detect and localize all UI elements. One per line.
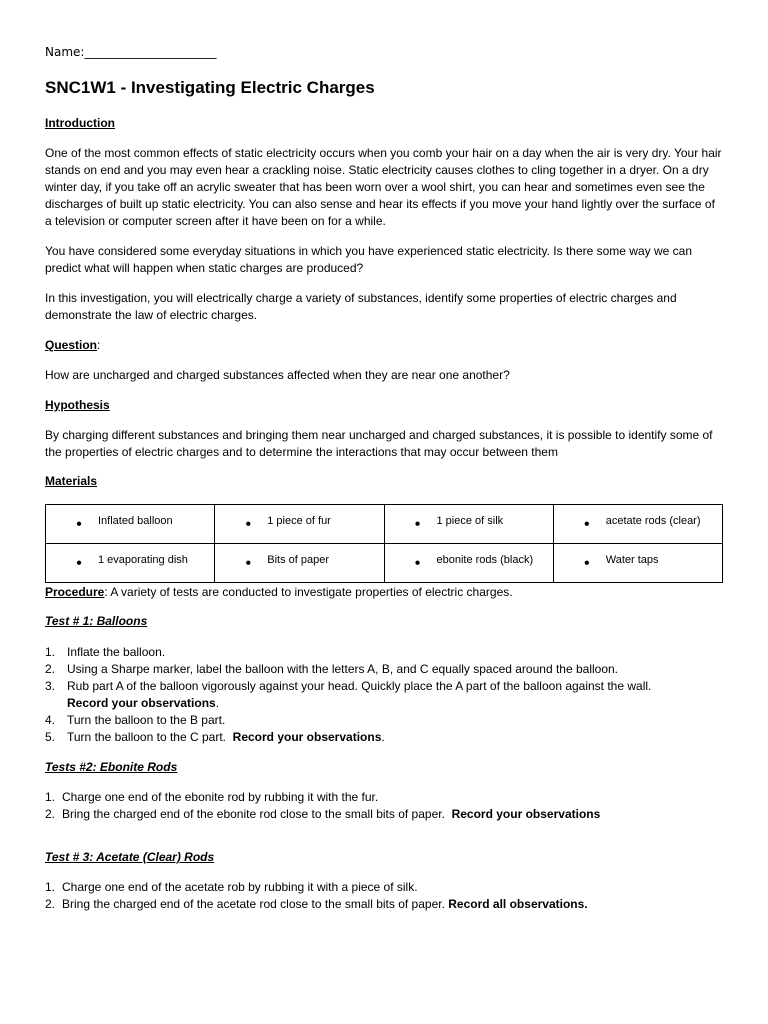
step-emphasis: Record your observations bbox=[232, 730, 382, 744]
materials-heading: Materials bbox=[45, 474, 98, 488]
materials-cell bbox=[553, 505, 722, 544]
materials-cell bbox=[215, 505, 384, 544]
step-number: 2. bbox=[45, 897, 56, 911]
step-number: 2. bbox=[45, 662, 56, 676]
step-text: Turn the balloon to the B part. bbox=[67, 713, 226, 727]
step-number: 2. bbox=[45, 807, 56, 821]
materials-table bbox=[45, 504, 723, 583]
material-item: 1 piece of fur bbox=[267, 515, 331, 527]
material-item: Inflated balloon bbox=[98, 515, 173, 527]
materials-row bbox=[46, 505, 723, 544]
test2-steps bbox=[45, 789, 725, 823]
step-emphasis: Record all observations. bbox=[448, 897, 588, 911]
name-field bbox=[45, 45, 216, 59]
procedure-heading: Procedure bbox=[45, 585, 105, 599]
material-item: 1 piece of silk bbox=[436, 515, 504, 527]
bullet-icon: ● bbox=[76, 557, 83, 569]
procedure-text: : A variety of tests are conducted to investigate properties of electric charges. bbox=[104, 585, 513, 599]
test1-steps bbox=[45, 644, 725, 746]
test3-heading: Test # 3: Acetate (Clear) Rods bbox=[45, 850, 215, 864]
bullet-icon: ● bbox=[245, 518, 252, 530]
step-number: 1. bbox=[45, 880, 56, 894]
step-number: 1. bbox=[45, 645, 56, 659]
list-item bbox=[45, 729, 725, 746]
step-text: Using a Sharpe marker, label the balloon with the letters A, B, and C equally spaced around the balloon. bbox=[67, 662, 619, 676]
bullet-icon: ● bbox=[76, 518, 83, 530]
list-item bbox=[45, 879, 725, 896]
materials-cell bbox=[46, 505, 215, 544]
test2-heading: Tests #2: Ebonite Rods bbox=[45, 760, 178, 774]
hypothesis-text: By charging different substances and bringing them near uncharged and charged substances, it is possible to identify some of the properties of electric charges and to determine the interactions that may occur between them bbox=[45, 428, 713, 459]
list-item bbox=[45, 644, 725, 661]
step-emphasis: Record your observations bbox=[451, 807, 601, 821]
bullet-icon: ● bbox=[245, 557, 252, 569]
list-item bbox=[45, 789, 725, 806]
bullet-icon: ● bbox=[414, 557, 421, 569]
step-text: Inflate the balloon. bbox=[67, 645, 166, 659]
materials-cell bbox=[384, 544, 553, 583]
list-item bbox=[45, 806, 725, 823]
material-item: Water taps bbox=[605, 554, 659, 566]
step-number: 3. bbox=[45, 679, 56, 693]
question-heading: Question bbox=[45, 338, 98, 352]
step-number: 4. bbox=[45, 713, 56, 727]
list-item bbox=[45, 896, 725, 913]
test1-heading: Test # 1: Balloons bbox=[45, 614, 148, 628]
name-label: Name: bbox=[45, 45, 85, 59]
material-item: acetate rods (clear) bbox=[605, 515, 701, 527]
page-title: SNC1W1 - Investigating Electric Charges bbox=[45, 78, 375, 97]
step-text: Turn the balloon to the C part. bbox=[67, 730, 233, 744]
step-punctuation: . bbox=[215, 696, 220, 710]
material-item: ebonite rods (black) bbox=[436, 554, 534, 566]
step-number: 5. bbox=[45, 730, 56, 744]
step-text: Rub part A of the balloon vigorously against your head. Quickly place the A part of the balloon against the wall. bbox=[67, 679, 652, 693]
materials-cell bbox=[215, 544, 384, 583]
hypothesis-heading: Hypothesis bbox=[45, 398, 110, 412]
bullet-icon: ● bbox=[414, 518, 421, 530]
materials-row bbox=[46, 544, 723, 583]
question-colon: : bbox=[97, 338, 101, 352]
step-text: Charge one end of the ebonite rod by rubbing it with the fur. bbox=[62, 790, 379, 804]
introduction-heading: Introduction bbox=[45, 116, 115, 130]
test3-steps bbox=[45, 879, 725, 913]
step-text: Bring the charged end of the acetate rod close to the small bits of paper. bbox=[62, 897, 449, 911]
question-heading-line bbox=[45, 338, 100, 352]
material-item: 1 evaporating dish bbox=[98, 554, 188, 566]
procedure-line bbox=[45, 585, 513, 599]
bullet-icon: ● bbox=[583, 557, 590, 569]
step-punctuation: . bbox=[381, 730, 385, 744]
step-number: 1. bbox=[45, 790, 56, 804]
introduction-paragraph-3: In this investigation, you will electrically charge a variety of substances, identify some properties of electric charges and demonstrate the law of electric charges. bbox=[45, 291, 677, 322]
step-text: Bring the charged end of the ebonite rod close to the small bits of paper. bbox=[62, 807, 452, 821]
materials-cell bbox=[553, 544, 722, 583]
materials-cell bbox=[46, 544, 215, 583]
introduction-paragraph-2: You have considered some everyday situations in which you have experienced static electricity. Is there some way we can predict what will happen when static charges are produced? bbox=[45, 244, 693, 275]
bullet-icon: ● bbox=[583, 518, 590, 530]
materials-cell bbox=[384, 505, 553, 544]
step-emphasis: Record your observations bbox=[67, 696, 216, 710]
material-item: Bits of paper bbox=[267, 554, 330, 566]
list-item bbox=[45, 678, 725, 712]
question-text: How are uncharged and charged substances affected when they are near one another? bbox=[45, 368, 510, 382]
step-text: Charge one end of the acetate rob by rubbing it with a piece of silk. bbox=[62, 880, 418, 894]
list-item bbox=[45, 661, 725, 678]
list-item bbox=[45, 712, 725, 729]
name-blank-line: ______________________ bbox=[84, 45, 217, 59]
introduction-paragraph-1: One of the most common effects of static electricity occurs when you comb your hair on a day when the air is very dry. Your hair stands on end and you may even hear a crackling noise. Static electricity causes clothes to cling together in a dryer. On a dry winter day, if you take off an acrylic sweater that has been worn over a wool shirt, you can hear and sometimes even see the discharges of built up static electricity. You can also sense and hear its effects if you move your hand lightly over the surface of a television or computer screen after it have been on for a while. bbox=[45, 146, 722, 228]
